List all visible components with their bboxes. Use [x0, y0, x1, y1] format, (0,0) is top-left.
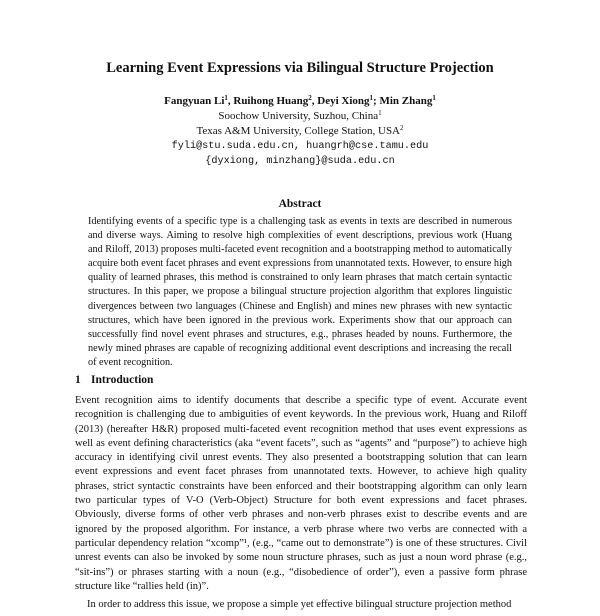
section-title: Introduction: [91, 374, 154, 386]
author-list: [0, 94, 600, 109]
affiliation-text: Texas A&M University, College Station, USA: [196, 125, 401, 137]
paper-title: Learning Event Expressions via Bilingual Structure Projection: [106, 60, 494, 76]
author-separator: ;: [373, 95, 380, 107]
abstract-text: Identifying events of a specific type is a challenging task as events in texts are described in numerous and diverse ways. Aiming to resolve high complexities of event descriptions, previous work (Huang and Riloff, 2013) proposes multi-faceted event recognition and a bootstrapping method to automatically acquire both event facet phrases and event expressions from unannotated texts. However, to ensure high quality of learned phrases, this method is constrained to only learn phrases that match certain syntactic structures. In this paper, we propose a bilingual structure projection algorithm that explores linguistic divergences between two languages (Chinese and English) and mines new phrases with new syntactic structures, which have been ignored in the previous work. Experiments show that our approach can successfully find novel event phrases and structures, e.g., phrases headed by nouns. Furthermore, the newly mined phrases are capable of recognizing additional event descriptions and increasing the recall of event recognition.: [88, 216, 512, 368]
author-affiliation-mark: 2: [308, 94, 312, 102]
introduction-body: [75, 394, 527, 616]
author-block: [0, 94, 600, 169]
email-line: {dyxiong, minzhang}@suda.edu.cn: [205, 156, 395, 167]
author-affiliation-mark: 1: [369, 94, 374, 102]
section-number: 1: [75, 374, 81, 386]
affiliation-mark: 1: [378, 109, 382, 117]
affiliation-text: Soochow University, Suzhou, China: [218, 110, 379, 122]
author-name: Min Zhang: [379, 95, 433, 107]
abstract-body: [88, 215, 512, 370]
email-line: fyli@stu.suda.edu.cn, huangrh@cse.tamu.edu: [171, 141, 429, 152]
affiliation-line: [0, 109, 600, 124]
affiliation-line: [0, 124, 600, 139]
affiliation-mark: 2: [400, 124, 404, 132]
body-paragraph: In order to address this issue, we propose a simple yet effective bilingual structure projection method: [87, 599, 512, 611]
author-affiliation-mark: 1: [432, 94, 436, 102]
author-name: Deyi Xiong: [317, 95, 370, 107]
author-separator: ,: [227, 95, 234, 107]
abstract-heading: Abstract: [278, 198, 322, 210]
author-separator: ,: [311, 95, 318, 107]
author-name: Ruihong Huang: [233, 95, 309, 107]
author-name: Fangyuan Li: [164, 95, 225, 107]
author-affiliation-mark: 1: [224, 94, 228, 102]
section-heading: [75, 374, 153, 386]
body-paragraph: Event recognition aims to identify documents that describe a specific type of event. Accurate event recognition is challenging due to ambiguities of event keywords. In the previous work, Huang and Riloff (2013) (hereafter H&R) proposed multi-faceted event recognition method that uses event expressions as well as event defining characteristics (aka “event facets”, such as “agents” and “purpose”) to achieve high accuracy in identifying civil unrest events. They also presented a bootstrapping solution that can learn event expressions and event facet phrases from unannotated texts. However, to achieve high quality phrases, strict syntactic constraints have been enforced and their bootstrapping algorithm can only learn two particular types of V-O (Verb-Object) Structure for both event expressions and facet phrases. Obviously, diverse forms of other verb phrases and non-verb phrases exist to describe events and are ignored by the proposed algorithm. For instance, a verb phrase where two verbs are connected with a particular dependency relation “xcomp”¹, (e.g., “came out to demonstrate”) is one of these structures. Civil unrest events can also be invoked by some noun structure phrases, such as just a noun word phrase (e.g., “sit-ins”) or phrases starting with a noun (e.g., “disobedience of order”), even a passive form phrase structure like “rallies held (in)”.: [75, 395, 527, 592]
